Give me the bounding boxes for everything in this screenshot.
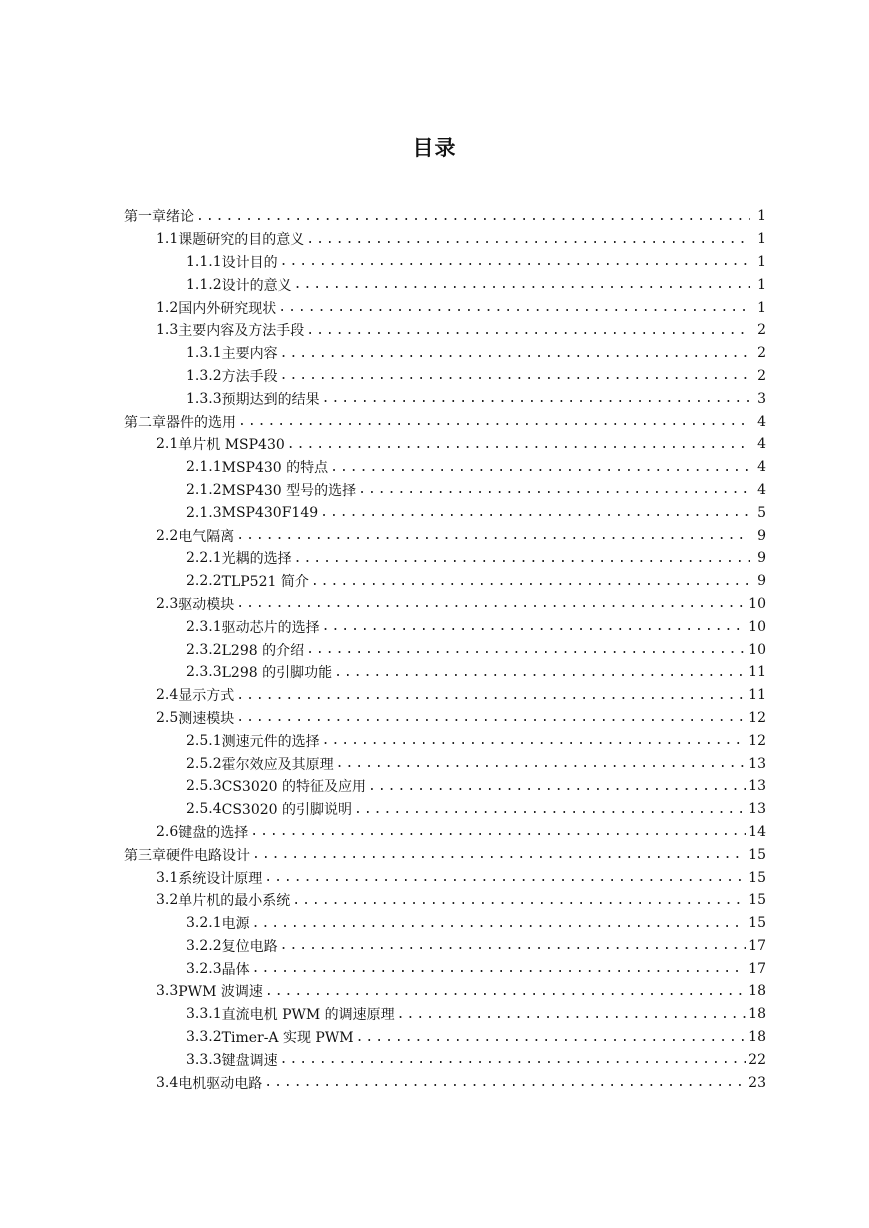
toc-entry-number: 2.2.1 — [186, 550, 222, 567]
toc-entry-title: 器件的选用 — [166, 414, 236, 431]
toc-entry[interactable] — [124, 980, 766, 1003]
toc-entry-number: 2.3.3 — [186, 664, 222, 681]
toc-entry[interactable] — [124, 935, 766, 958]
toc-entry[interactable] — [124, 501, 766, 524]
toc-entry-page-number: 12 — [748, 709, 766, 726]
toc-entry-number: 1.3.3 — [186, 390, 222, 407]
toc-entry-page-number: 13 — [748, 755, 766, 772]
toc-entry[interactable] — [124, 1048, 766, 1071]
toc-entry-page-number: 4 — [757, 459, 766, 476]
toc-entry-number: 2.6 — [156, 823, 179, 840]
toc-entry-page-number: 3 — [757, 390, 766, 407]
dot-leader — [252, 961, 747, 976]
dot-leader — [294, 277, 750, 292]
toc-entry-title: 霍尔效应及其原理 — [221, 756, 334, 773]
dot-leader — [368, 779, 746, 794]
toc-entry-page-number: 5 — [757, 504, 766, 521]
toc-entry[interactable] — [124, 843, 766, 866]
toc-entry[interactable] — [124, 319, 766, 342]
toc-entry-page-number: 11 — [748, 664, 766, 681]
toc-entry[interactable] — [124, 866, 766, 889]
toc-entry[interactable] — [124, 433, 766, 456]
toc-entry[interactable] — [124, 205, 766, 228]
toc-entry-page-number: 18 — [748, 983, 766, 1000]
toc-entry-title: 驱动模块 — [178, 596, 235, 613]
toc-entry[interactable] — [124, 821, 766, 844]
toc-entry-title: 单片机的最小系统 — [178, 893, 291, 910]
toc-entry-number: 3.3.3 — [186, 1051, 222, 1068]
dot-leader — [356, 1030, 747, 1045]
toc-entry-number: 2.1.3 — [186, 504, 222, 521]
toc-entry[interactable] — [124, 912, 766, 935]
dot-leader — [292, 893, 746, 908]
toc-entry-title: MSP430 的特点 — [221, 460, 329, 477]
toc-entry-title: 显示方式 — [178, 688, 235, 705]
toc-entry-title: 测速模块 — [178, 710, 235, 727]
toc-entry-number: 第三章 — [124, 847, 166, 864]
toc-entry-number: 2.5.4 — [186, 801, 222, 818]
dot-leader — [280, 368, 750, 383]
dot-leader — [294, 551, 750, 566]
toc-entry-number: 3.2.2 — [186, 937, 222, 954]
toc-entry-number: 1.3 — [156, 322, 179, 339]
dot-leader — [265, 984, 746, 999]
toc-entry-title: MSP430 型号的选择 — [221, 482, 357, 499]
toc-entry-number: 2.5.2 — [186, 755, 222, 772]
toc-entry-page-number: 15 — [748, 869, 766, 886]
toc-entry-page-number: 18 — [748, 1006, 766, 1023]
toc-entry-page-number: 1 — [757, 253, 766, 270]
toc-entry-page-number: 15 — [748, 915, 766, 932]
dot-leader — [311, 574, 750, 589]
toc-entry-title: 复位电路 — [221, 938, 278, 955]
toc-entry-title: 预期达到的结果 — [221, 391, 320, 408]
dot-leader — [322, 391, 750, 406]
toc-entry[interactable] — [124, 342, 766, 365]
table-of-contents — [124, 205, 766, 1094]
dot-leader — [280, 938, 747, 953]
dot-leader — [334, 665, 746, 680]
toc-entry-number: 2.3.2 — [186, 641, 222, 658]
dot-leader — [196, 209, 750, 224]
toc-entry-title: 硬件电路设计 — [166, 847, 250, 864]
toc-entry[interactable] — [124, 228, 766, 251]
toc-entry-title: 方法手段 — [221, 368, 278, 385]
toc-entry[interactable] — [124, 570, 766, 593]
dot-leader — [306, 232, 750, 247]
toc-entry-page-number: 10 — [748, 595, 766, 612]
toc-entry-number: 1.2 — [156, 299, 179, 316]
toc-entry-page-number: 10 — [748, 641, 766, 658]
toc-entry-number: 2.1 — [156, 436, 179, 453]
toc-entry-page-number: 1 — [757, 208, 766, 225]
toc-entry[interactable] — [124, 547, 766, 570]
toc-entry-page-number: 12 — [748, 732, 766, 749]
toc-entry-number: 2.5.3 — [186, 778, 222, 795]
toc-entry-number: 3.2.1 — [186, 915, 222, 932]
toc-entry-number: 2.4 — [156, 687, 179, 704]
toc-entry[interactable] — [124, 387, 766, 410]
toc-entry-title: 课题研究的目的意义 — [178, 232, 305, 249]
toc-entry-page-number: 9 — [757, 527, 766, 544]
toc-entry-number: 2.1.1 — [186, 459, 222, 476]
toc-entry-title: 键盘的选择 — [178, 824, 249, 841]
toc-entry-page-number: 15 — [748, 892, 766, 909]
dot-leader — [322, 733, 747, 748]
toc-entry[interactable] — [124, 638, 766, 661]
dot-leader — [287, 437, 750, 452]
dot-leader — [280, 1052, 747, 1067]
toc-entry-title: 单片机 MSP430 — [178, 437, 285, 454]
toc-entry[interactable] — [124, 957, 766, 980]
toc-entry[interactable] — [124, 479, 766, 502]
toc-entry-title: 测速元件的选择 — [221, 733, 320, 750]
toc-entry[interactable] — [124, 1003, 766, 1026]
dot-leader — [236, 688, 746, 703]
toc-entry[interactable] — [124, 615, 766, 638]
toc-entry[interactable] — [124, 798, 766, 821]
toc-entry-page-number: 13 — [748, 801, 766, 818]
toc-entry-number: 第一章 — [124, 209, 166, 226]
dot-leader — [354, 802, 746, 817]
toc-entry[interactable] — [124, 1071, 766, 1094]
dot-leader — [264, 870, 746, 885]
toc-entry-number: 1.1.1 — [186, 253, 222, 270]
toc-entry-title: 主要内容及方法手段 — [178, 323, 305, 340]
dot-leader — [252, 847, 746, 862]
toc-entry-title: 键盘调速 — [221, 1052, 278, 1069]
toc-entry-page-number: 14 — [748, 823, 766, 840]
toc-entry-title: L298 的介绍 — [221, 642, 305, 659]
toc-entry-title: 绪论 — [166, 209, 194, 226]
toc-entry-title: 设计的意义 — [221, 277, 292, 294]
toc-entry-title: 驱动芯片的选择 — [221, 619, 320, 636]
toc-entry-page-number: 17 — [748, 960, 766, 977]
toc-entry-page-number: 10 — [748, 618, 766, 635]
toc-entry-title: 电源 — [221, 916, 250, 933]
dot-leader — [264, 1075, 746, 1090]
toc-entry[interactable] — [124, 684, 766, 707]
toc-entry-number: 2.2 — [156, 527, 179, 544]
toc-entry[interactable] — [124, 752, 766, 775]
dot-leader — [358, 482, 750, 497]
toc-entry[interactable] — [124, 729, 766, 752]
toc-entry-page-number: 23 — [748, 1074, 766, 1091]
toc-entry[interactable] — [124, 251, 766, 274]
toc-entry-page-number: 1 — [757, 299, 766, 316]
dot-leader — [236, 528, 750, 543]
dot-leader — [238, 414, 750, 429]
toc-entry-number: 2.5.1 — [186, 732, 222, 749]
dot-leader — [306, 642, 746, 657]
toc-entry-page-number: 9 — [757, 573, 766, 590]
page-title: 目录 — [412, 136, 457, 160]
toc-entry[interactable] — [124, 775, 766, 798]
toc-entry-page-number: 13 — [748, 778, 766, 795]
toc-entry-number: 2.3.1 — [186, 618, 222, 635]
toc-entry[interactable] — [124, 1026, 766, 1049]
toc-entry-number: 3.2.3 — [186, 960, 222, 977]
dot-leader — [236, 710, 746, 725]
toc-entry-page-number: 9 — [757, 550, 766, 567]
dot-leader — [306, 323, 750, 338]
toc-entry-page-number: 2 — [757, 345, 766, 362]
dot-leader — [250, 824, 746, 839]
toc-entry-page-number: 1 — [757, 231, 766, 248]
dot-leader — [280, 254, 750, 269]
toc-entry[interactable] — [124, 296, 766, 319]
dot-leader — [252, 916, 747, 931]
toc-entry-number: 2.1.2 — [186, 481, 222, 498]
toc-entry-page-number: 4 — [757, 413, 766, 430]
toc-entry-title: 系统设计原理 — [178, 870, 263, 887]
dot-leader — [280, 346, 750, 361]
dot-leader — [236, 596, 746, 611]
toc-entry-title: CS3020 的引脚说明 — [221, 802, 353, 819]
toc-entry-number: 1.3.1 — [186, 345, 222, 362]
toc-entry-number: 3.3.2 — [186, 1029, 222, 1046]
toc-entry-page-number: 17 — [748, 937, 766, 954]
toc-entry-title: 晶体 — [221, 961, 250, 978]
toc-entry-title: 主要内容 — [221, 346, 278, 363]
toc-entry-title: PWM 波调速 — [178, 984, 263, 1001]
dot-leader — [320, 505, 750, 520]
toc-entry-page-number: 1 — [757, 276, 766, 293]
toc-entry[interactable] — [124, 707, 766, 730]
toc-entry[interactable] — [124, 889, 766, 912]
toc-entry-title: L298 的引脚功能 — [221, 665, 333, 682]
toc-entry-page-number: 2 — [757, 322, 766, 339]
toc-entry-title: 电机驱动电路 — [178, 1075, 263, 1092]
toc-entry-number: 2.2.2 — [186, 573, 222, 590]
toc-entry-title: 直流电机 PWM 的调速原理 — [221, 1007, 395, 1024]
toc-entry-number: 3.2 — [156, 892, 179, 909]
toc-entry[interactable] — [124, 593, 766, 616]
toc-entry-number: 3.3 — [156, 983, 179, 1000]
toc-entry-title: 电气隔离 — [178, 528, 235, 545]
toc-entry-title: TLP521 简介 — [221, 574, 309, 591]
toc-entry[interactable] — [124, 524, 766, 547]
toc-entry-page-number: 4 — [757, 481, 766, 498]
dot-leader — [397, 1007, 747, 1022]
toc-entry-page-number: 15 — [748, 846, 766, 863]
toc-entry-title: CS3020 的特征及应用 — [221, 779, 367, 796]
toc-entry-page-number: 4 — [757, 436, 766, 453]
toc-entry-number: 3.1 — [156, 869, 179, 886]
toc-entry-page-number: 22 — [748, 1051, 766, 1068]
toc-entry[interactable] — [124, 410, 766, 433]
toc-entry-title: Timer-A 实现 PWM — [221, 1030, 354, 1047]
toc-entry-title: 国内外研究现状 — [178, 300, 277, 317]
dot-leader — [336, 756, 747, 771]
dot-leader — [322, 619, 747, 634]
toc-entry[interactable] — [124, 456, 766, 479]
dot-leader — [278, 300, 750, 315]
toc-entry-page-number: 18 — [748, 1029, 766, 1046]
toc-entry-page-number: 11 — [748, 687, 766, 704]
toc-entry-number: 1.3.2 — [186, 367, 222, 384]
toc-entry-title: 设计目的 — [221, 254, 278, 271]
toc-entry-number: 1.1 — [156, 231, 179, 248]
toc-entry-number: 2.5 — [156, 709, 179, 726]
toc-entry[interactable] — [124, 365, 766, 388]
toc-entry-number: 1.1.2 — [186, 276, 222, 293]
toc-entry-title: 光耦的选择 — [221, 551, 292, 568]
toc-entry-number: 3.3.1 — [186, 1006, 222, 1023]
toc-entry-number: 3.4 — [156, 1074, 179, 1091]
toc-entry-number: 第二章 — [124, 414, 166, 431]
toc-entry-number: 2.3 — [156, 595, 179, 612]
dot-leader — [330, 460, 750, 475]
toc-entry[interactable] — [124, 273, 766, 296]
toc-entry-page-number: 2 — [757, 367, 766, 384]
toc-entry-title: MSP430F149 — [221, 504, 319, 521]
toc-entry[interactable] — [124, 661, 766, 684]
